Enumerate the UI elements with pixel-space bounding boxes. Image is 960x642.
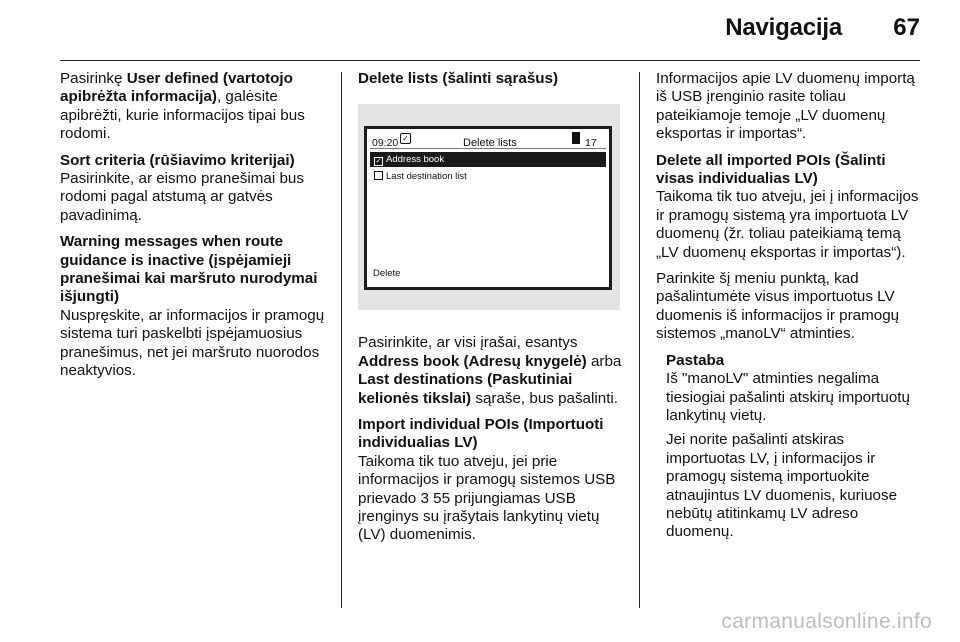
warning-messages-heading: Warning messages when route guidance is inactive (įspėjamieji pranešimai kai maršruto nurodymai išjungti) bbox=[60, 233, 318, 306]
page-reference: 3 55 bbox=[420, 489, 451, 507]
screen-item-address-book[interactable]: ✓ Address book bbox=[370, 152, 606, 167]
screen-delete-softkey[interactable]: Delete bbox=[373, 268, 401, 279]
import-pois-body: Taikoma tik tuo atveju, jei prie informacijos ir pramogų sistemos USB prievado 3 55 prijungiamas USB įrenginys su įrašytais lankytinų vietų (LV) duomenimis. bbox=[358, 452, 616, 544]
header-divider bbox=[60, 60, 920, 61]
delete-all-pois-condition: Taikoma tik tuo atveju, jei į informacijos ir pramogų sistemą yra importuota LV duomenų (žr. toliau pateikiamą temą „LV duomenų eksportas ir importas“). bbox=[656, 188, 919, 261]
clock-status-icon: ✓ bbox=[400, 133, 411, 144]
import-pois-heading: Import individual POIs (Importuoti individualias LV) bbox=[358, 416, 604, 452]
user-defined-paragraph: Pasirinkę User defined (vartotojo apibrėžta informacija), galėsite apibrėžti, kurie informacijos tipai bus rodomi. bbox=[60, 70, 305, 143]
delete-all-pois-heading: Delete all imported POIs (Šalinti visas individualias LV) bbox=[656, 151, 886, 188]
sort-criteria-body: Pasirinkite, ar eismo pranešimai bus rodomi pagal atstumą ar gatvės pavadinimą. bbox=[60, 170, 304, 224]
note-paragraph-1: Iš "manoLV" atminties negalima tiesiogiai pašalinti atskirų importuotų lankytinų vietų. bbox=[666, 370, 910, 424]
delete-lists-heading: Delete lists (šalinti sąrašus) bbox=[358, 70, 559, 87]
display-screen bbox=[364, 126, 612, 290]
delete-all-pois-body: Parinkite šį meniu punktą, kad pašalintumėte visus importuotus LV duomenis iš informacijos ir pramogų sistemos „manoLV“ atminties. bbox=[656, 270, 900, 343]
screen-clock: 09:20 bbox=[372, 137, 399, 150]
checkbox-icon bbox=[374, 171, 383, 180]
screen-divider bbox=[370, 148, 606, 149]
column-right bbox=[656, 70, 922, 548]
note-paragraph-2: Jei norite pašalinti atskiras importuotas LV, į informacijos ir pramogų sistemą importuokite atnaujintus LV duomenis, kuriuose nebūtų atitinkamų LV adreso duomenų. bbox=[666, 431, 898, 541]
sort-criteria-heading: Sort criteria (rūšiavimo kriterijai) bbox=[60, 151, 295, 169]
delete-lists-body: Pasirinkite, ar visi įrašai, esantys Address book (Adresų knygelė) arba Last destinations (Paskutiniai kelionės tikslai) sąraše, bus pašalinti. bbox=[358, 334, 622, 407]
checked-box-icon: ✓ bbox=[375, 158, 382, 166]
user-defined-term: User defined (vartotojo apibrėžta informacija) bbox=[60, 70, 293, 106]
column-left bbox=[60, 70, 330, 389]
column-divider-right bbox=[639, 72, 640, 608]
poi-import-info-paragraph: Informacijos apie LV duomenų importą iš USB įrenginio rasite toliau pateikiamoje temoje „LV duomenų eksportas ir importas“. bbox=[656, 70, 915, 143]
note-box bbox=[656, 352, 922, 542]
watermark-text: carmanualsonline.info bbox=[721, 610, 932, 633]
column-divider-left bbox=[341, 72, 342, 608]
note-heading: Pastaba bbox=[666, 351, 725, 369]
screen-status-bar bbox=[367, 129, 609, 149]
screen-temperature: 17 bbox=[585, 137, 597, 150]
page-number: 67 bbox=[893, 14, 920, 41]
thermometer-icon bbox=[572, 132, 580, 144]
screen-item-last-destination-list[interactable]: Last destination list bbox=[370, 169, 606, 184]
screen-title: Delete lists bbox=[463, 137, 517, 150]
column-middle bbox=[358, 70, 624, 553]
page-header-title: Navigacija bbox=[725, 14, 842, 41]
warning-messages-body: Nuspręskite, ar informacijos ir pramogų sistema turi paskelbti įspėjamuosius pranešimus, net jei maršruto nuorodos neaktyvios. bbox=[60, 306, 325, 380]
delete-lists-screen-figure bbox=[358, 104, 620, 310]
